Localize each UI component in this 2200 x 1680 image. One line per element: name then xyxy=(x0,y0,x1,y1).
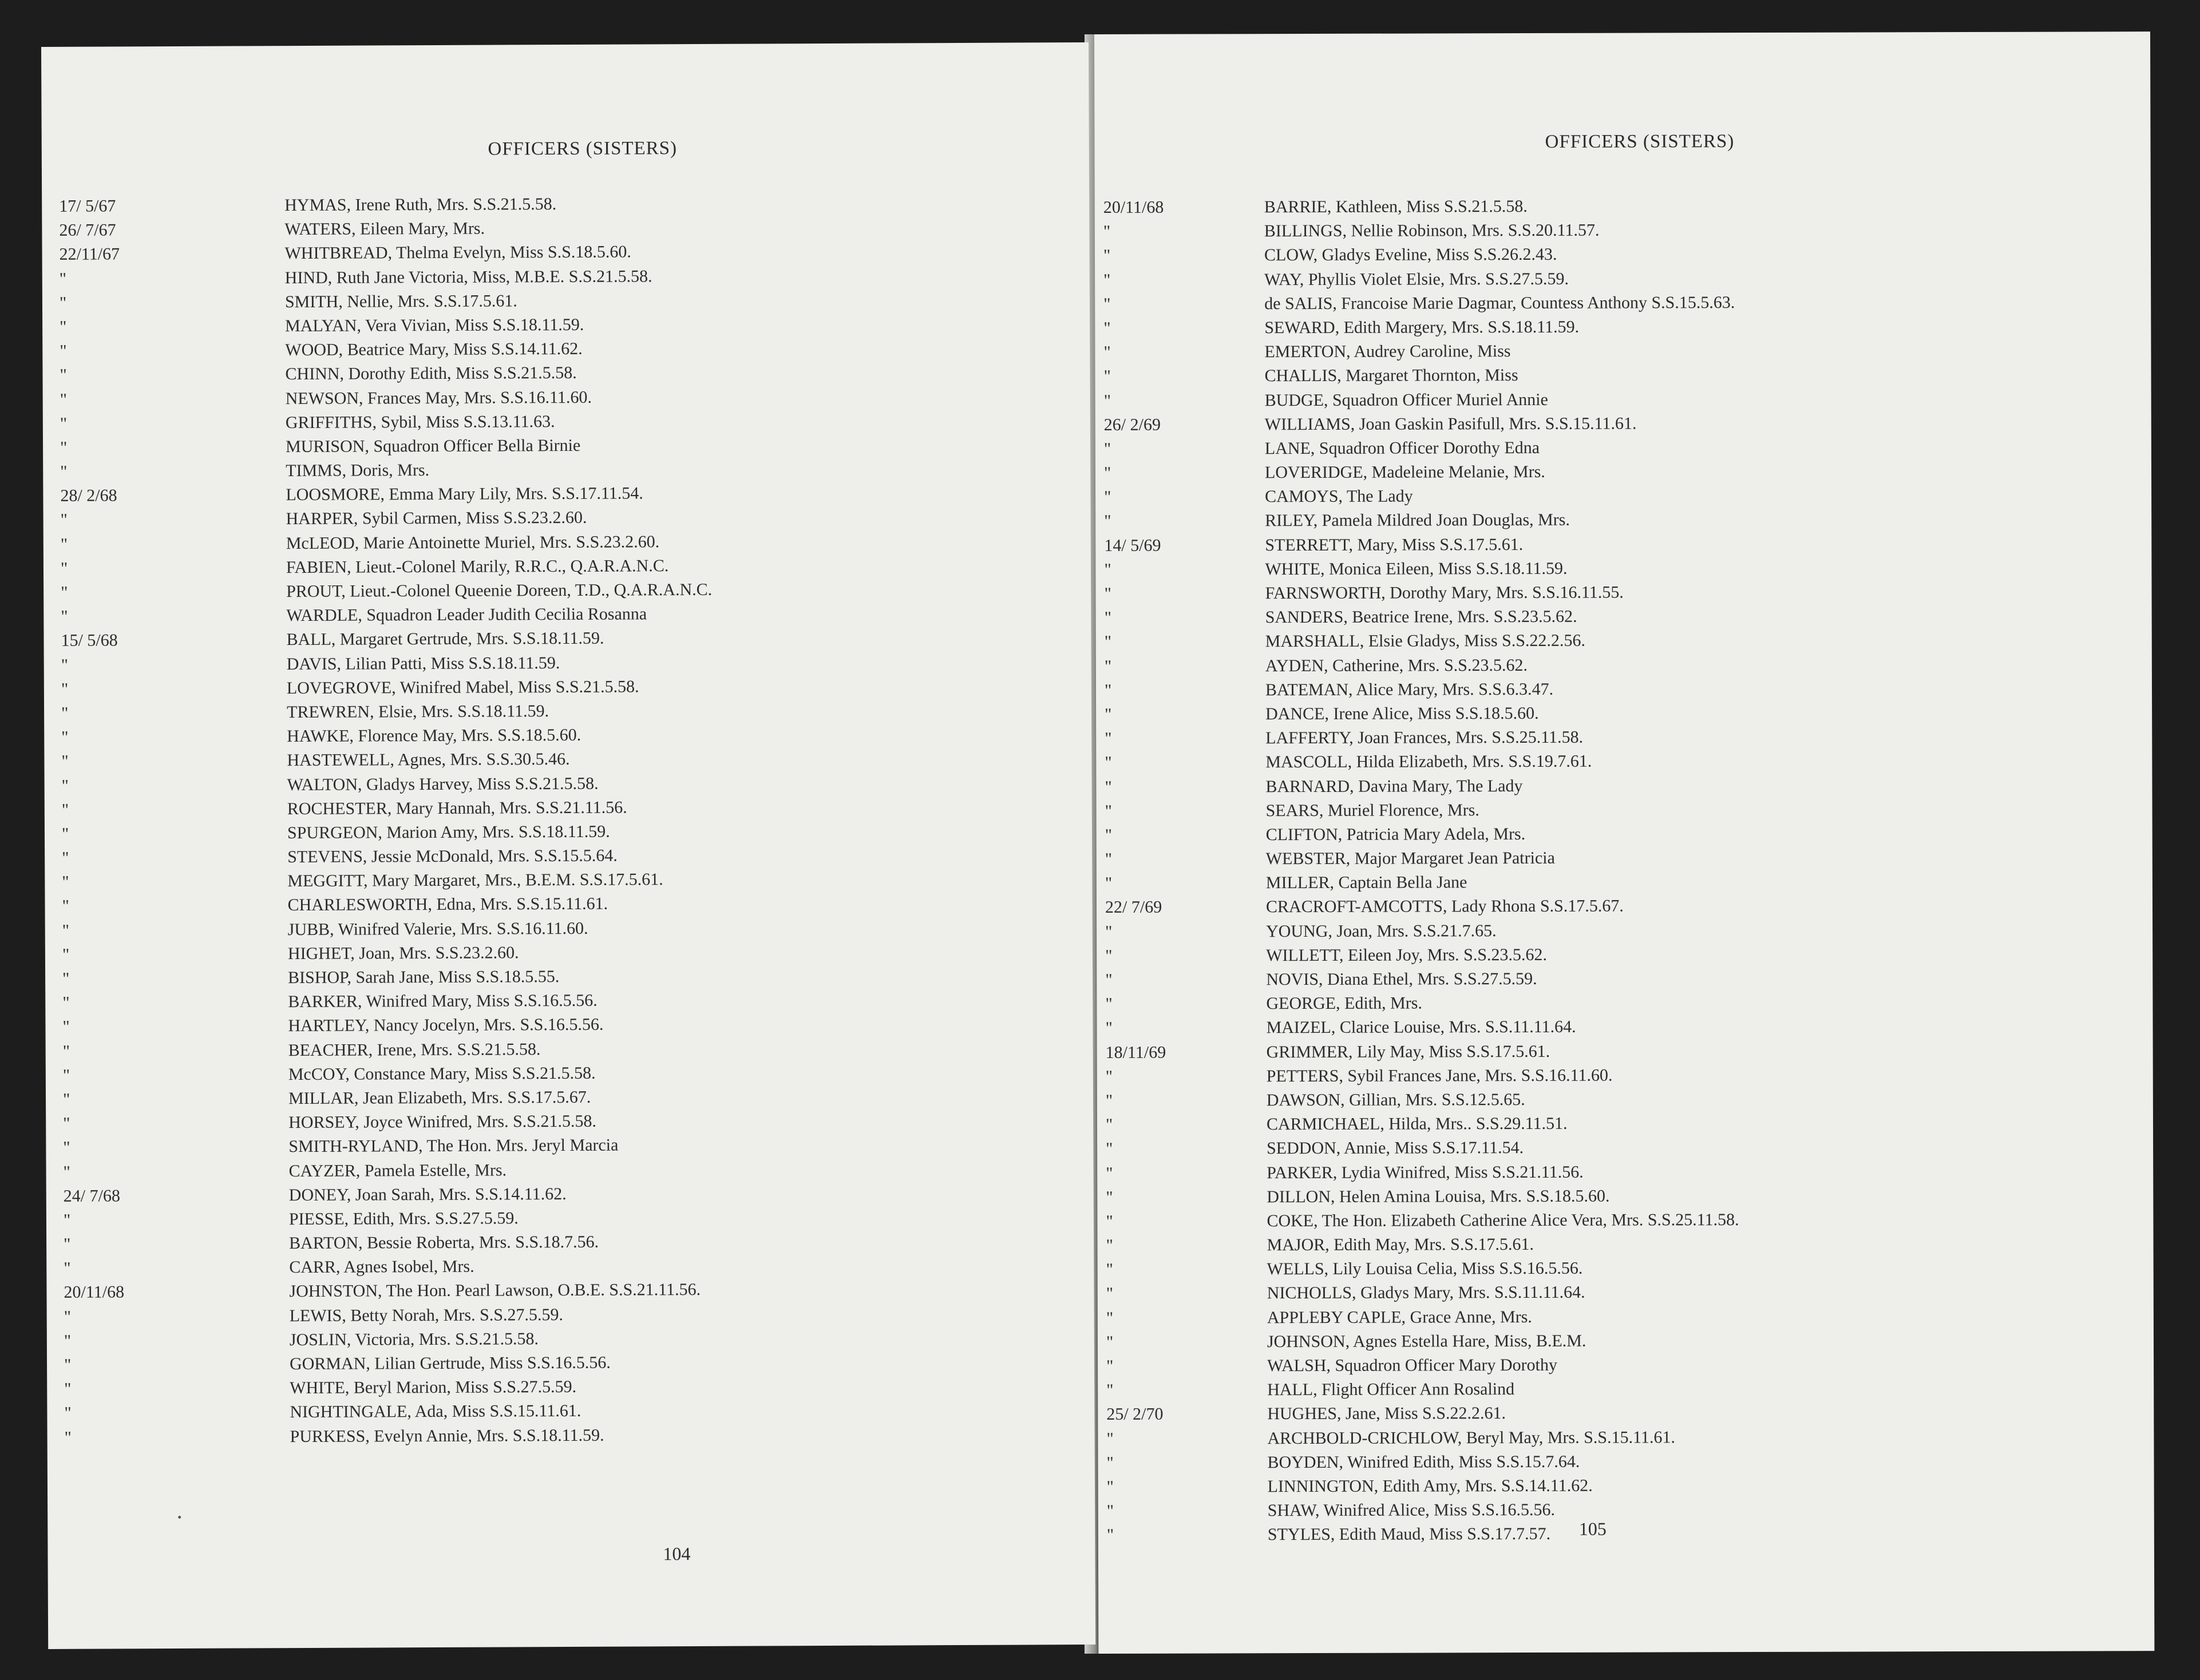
entry-date: " xyxy=(62,1017,70,1037)
list-item xyxy=(1097,1110,2153,1137)
list-item xyxy=(1098,1424,2154,1451)
entry-text: WILLIAMS, Joan Gaskin Pasifull, Mrs. S.S.15.11.61. xyxy=(1264,414,1637,434)
entry-date: " xyxy=(1103,318,1111,338)
entry-text: HYMAS, Irene Ruth, Mrs. S.S.21.5.58. xyxy=(284,195,557,215)
entry-text: BARRIE, Kathleen, Miss S.S.21.5.58. xyxy=(1264,197,1528,217)
entry-date: " xyxy=(1106,1477,1114,1496)
list-item xyxy=(1098,1496,2154,1523)
entry-text: JOHNSON, Agnes Estella Hare, Miss, B.E.M. xyxy=(1267,1331,1586,1352)
list-item xyxy=(1098,1520,2154,1547)
entry-date: " xyxy=(1105,1091,1113,1110)
page-number: 104 xyxy=(663,1543,691,1564)
entry-date: " xyxy=(60,341,67,360)
entry-date: " xyxy=(63,1114,70,1133)
entry-text: SEWARD, Edith Margery, Mrs. S.S.18.11.59. xyxy=(1264,317,1580,338)
list-item xyxy=(1097,1134,2153,1161)
entry-date: " xyxy=(60,366,67,385)
list-item xyxy=(1095,217,2151,244)
entry-text: DILLON, Helen Amina Louisa, Mrs. S.S.18.5.60. xyxy=(1267,1186,1610,1206)
entry-date: " xyxy=(1105,946,1113,965)
entry-text: COKE, The Hon. Elizabeth Catherine Alice Vera, Mrs. S.S.25.11.58. xyxy=(1267,1210,1739,1231)
list-item xyxy=(1098,1400,2154,1427)
entry-date: " xyxy=(1103,367,1111,386)
entry-date: " xyxy=(63,1162,70,1182)
entry-date: " xyxy=(60,438,68,457)
list-item xyxy=(1096,748,2152,775)
entry-date: 14/ 5/69 xyxy=(1104,536,1161,555)
entry-date: " xyxy=(1105,825,1112,845)
entry-date: " xyxy=(60,414,68,433)
entry-text: LAFFERTY, Joan Frances, Mrs. S.S.25.11.58. xyxy=(1265,727,1584,748)
entry-text: CHARLESWORTH, Edna, Mrs. S.S.15.11.61. xyxy=(287,894,608,915)
officer-list xyxy=(1095,193,2154,1547)
page-heading: OFFICERS (SISTERS) xyxy=(1545,131,1735,152)
entry-text: PETTERS, Sybil Frances Jane, Mrs. S.S.16.11.60. xyxy=(1266,1065,1613,1085)
speck-mark xyxy=(178,1516,181,1519)
entry-text: McLEOD, Marie Antoinette Muriel, Mrs. S.S.23.2.60. xyxy=(286,532,660,553)
entry-date: " xyxy=(60,462,68,481)
entry-text: WEBSTER, Major Margaret Jean Patricia xyxy=(1265,848,1555,869)
entry-date: " xyxy=(64,1428,72,1447)
entry-date: " xyxy=(1106,1187,1113,1207)
entry-text: SANDERS, Beatrice Irene, Mrs. S.S.23.5.62. xyxy=(1265,607,1577,627)
entry-text: CAYZER, Pamela Estelle, Mrs. xyxy=(288,1160,507,1180)
entry-date: " xyxy=(61,607,68,627)
entry-date: " xyxy=(64,1307,72,1326)
entry-date: " xyxy=(1105,922,1113,941)
entry-date: " xyxy=(1105,994,1113,1014)
entry-text: WARDLE, Squadron Leader Judith Cecilia Rosanna xyxy=(286,604,647,625)
entry-date: " xyxy=(1103,463,1111,483)
entry-date: " xyxy=(61,824,69,843)
entry-date: " xyxy=(1106,1139,1113,1159)
entry-date: " xyxy=(1105,1019,1113,1038)
list-item xyxy=(1095,410,2151,437)
entry-text: CLIFTON, Patricia Mary Adela, Mrs. xyxy=(1265,824,1526,845)
list-item xyxy=(1095,338,2151,364)
list-item xyxy=(1097,1183,2153,1210)
list-item xyxy=(1097,989,2152,1016)
entry-date: 22/ 7/69 xyxy=(1105,898,1162,917)
entry-text: WILLETT, Eileen Joy, Mrs. S.S.23.5.62. xyxy=(1266,945,1548,965)
list-item xyxy=(1097,845,2152,871)
entry-text: HARPER, Sybil Carmen, Miss S.S.23.2.60. xyxy=(286,508,587,529)
list-item xyxy=(1096,652,2152,679)
entry-text: PARKER, Lydia Winifred, Miss S.S.21.11.56. xyxy=(1267,1162,1584,1182)
entry-date: " xyxy=(62,848,69,867)
entry-text: GRIMMER, Lily May, Miss S.S.17.5.61. xyxy=(1266,1041,1550,1061)
entry-text: STERRETT, Mary, Miss S.S.17.5.61. xyxy=(1265,534,1524,554)
entry-text: JOSLIN, Victoria, Mrs. S.S.21.5.58. xyxy=(289,1329,539,1349)
entry-text: AYDEN, Catherine, Mrs. S.S.23.5.62. xyxy=(1265,655,1528,675)
entry-text: de SALIS, Francoise Marie Dagmar, Countess Anthony S.S.15.5.63. xyxy=(1264,292,1735,313)
list-item xyxy=(1098,1303,2154,1330)
entry-text: HASTEWELL, Agnes, Mrs. S.S.30.5.46. xyxy=(287,750,570,770)
list-item xyxy=(1097,1014,2152,1041)
entry-date: " xyxy=(1105,874,1113,893)
entry-text: WOOD, Beatrice Mary, Miss S.S.14.11.62. xyxy=(285,339,583,360)
entry-date: " xyxy=(1106,1381,1114,1400)
list-item xyxy=(1095,193,2151,220)
entry-text: DANCE, Irene Alice, Miss S.S.18.5.60. xyxy=(1265,703,1539,724)
entry-text: BILLINGS, Nellie Robinson, Mrs. S.S.20.11.57. xyxy=(1264,220,1600,241)
entry-date: " xyxy=(64,1234,71,1254)
entry-date: " xyxy=(1103,246,1111,266)
list-item xyxy=(1095,386,2151,413)
entry-date: " xyxy=(1105,801,1112,821)
list-item xyxy=(1096,579,2152,606)
entry-text: BUDGE, Squadron Officer Muriel Annie xyxy=(1264,390,1548,410)
list-item xyxy=(48,1421,1095,1450)
entry-date: " xyxy=(1106,1235,1113,1255)
entry-text: BEACHER, Irene, Mrs. S.S.21.5.58. xyxy=(288,1039,541,1060)
entry-text: SMITH, Nellie, Mrs. S.S.17.5.61. xyxy=(284,291,517,311)
entry-date: 22/11/67 xyxy=(59,244,120,264)
page-number: 105 xyxy=(1578,1518,1607,1539)
entry-text: PROUT, Lieut.-Colonel Queenie Doreen, T.D., Q.A.R.A.N.C. xyxy=(286,580,713,601)
entry-text: CLOW, Gladys Eveline, Miss S.S.26.2.43. xyxy=(1264,245,1557,265)
entry-text: MILLER, Captain Bella Jane xyxy=(1265,873,1467,893)
entry-text: HARTLEY, Nancy Jocelyn, Mrs. S.S.16.5.56. xyxy=(288,1015,604,1036)
entry-date: " xyxy=(1103,294,1111,314)
entry-text: WHITBREAD, Thelma Evelyn, Miss S.S.18.5.60. xyxy=(284,242,631,263)
list-item xyxy=(1098,1472,2154,1499)
entry-text: CARR, Agnes Isobel, Mrs. xyxy=(289,1257,474,1277)
entry-date: " xyxy=(64,1379,72,1399)
entry-text: BOYDEN, Winifred Edith, Miss S.S.15.7.64. xyxy=(1267,1452,1580,1472)
list-item xyxy=(1095,555,2151,582)
entry-date: " xyxy=(61,679,69,699)
list-item xyxy=(1097,941,2152,968)
entry-text: SEDDON, Annie, Miss S.S.17.11.54. xyxy=(1267,1138,1524,1158)
list-item xyxy=(1098,1279,2154,1306)
entry-text: BALL, Margaret Gertrude, Mrs. S.S.18.11.59. xyxy=(286,629,604,649)
entry-date: " xyxy=(59,269,67,288)
entry-text: HORSEY, Joyce Winifred, Mrs. S.S.21.5.58. xyxy=(288,1111,596,1132)
entry-date: " xyxy=(1106,1260,1113,1279)
entry-text: ARCHBOLD-CRICHLOW, Beryl May, Mrs. S.S.15.11.61. xyxy=(1267,1427,1675,1448)
list-item xyxy=(1096,772,2152,799)
entry-date: " xyxy=(1105,753,1112,772)
list-item xyxy=(1098,1255,2154,1282)
left-page xyxy=(41,42,1095,1649)
entry-text: TREWREN, Elsie, Mrs. S.S.18.11.59. xyxy=(287,702,549,722)
entry-date: " xyxy=(1103,222,1111,241)
entry-text: BISHOP, Sarah Jane, Miss S.S.18.5.55. xyxy=(288,967,560,988)
entry-date: " xyxy=(1106,1356,1114,1376)
entry-date: " xyxy=(64,1331,72,1350)
entry-date: " xyxy=(62,921,70,940)
entry-text: BARKER, Winifred Mary, Miss S.S.16.5.56. xyxy=(288,990,598,1012)
entry-date: " xyxy=(61,703,69,723)
entry-date: " xyxy=(60,558,68,578)
entry-date: " xyxy=(60,317,67,336)
list-item xyxy=(1097,869,2152,896)
entry-text: MASCOLL, Hilda Elizabeth, Mrs. S.S.19.7.61. xyxy=(1265,752,1592,772)
entry-text: STYLES, Edith Maud, Miss S.S.17.7.57. xyxy=(1267,1524,1551,1544)
entry-date: " xyxy=(1103,391,1111,410)
entry-text: BARTON, Bessie Roberta, Mrs. S.S.18.7.56. xyxy=(289,1232,599,1253)
entry-text: WHITE, Monica Eileen, Miss S.S.18.11.59. xyxy=(1265,558,1568,579)
entry-date: " xyxy=(1106,1308,1114,1328)
entry-text: GORMAN, Lilian Gertrude, Miss S.S.16.5.56. xyxy=(289,1353,611,1374)
list-item xyxy=(1097,917,2152,944)
entry-date: " xyxy=(1104,680,1112,700)
list-item xyxy=(1097,1086,2153,1113)
entry-text: HALL, Flight Officer Ann Rosalind xyxy=(1267,1380,1515,1400)
list-item xyxy=(1096,797,2152,823)
entry-date: " xyxy=(1105,704,1112,724)
entry-text: MILLAR, Jean Elizabeth, Mrs. S.S.17.5.67. xyxy=(288,1087,591,1108)
entry-date: " xyxy=(64,1355,72,1374)
entry-date: " xyxy=(1105,849,1113,869)
list-item xyxy=(1097,1159,2153,1186)
list-item xyxy=(1095,482,2151,509)
entry-text: JOHNSTON, The Hon. Pearl Lawson, O.B.E. S.S.21.11.56. xyxy=(289,1280,701,1301)
right-page xyxy=(1094,31,2154,1654)
entry-text: PURKESS, Evelyn Annie, Mrs. S.S.18.11.59. xyxy=(290,1425,604,1446)
entry-text: FARNSWORTH, Dorothy Mary, Mrs. S.S.16.11.55. xyxy=(1265,583,1624,603)
list-item xyxy=(1095,531,2151,558)
list-item xyxy=(1097,1231,2153,1258)
entry-date: " xyxy=(61,655,69,675)
entry-text: HUGHES, Jane, Miss S.S.22.2.61. xyxy=(1267,1404,1506,1424)
entry-date: " xyxy=(1106,1284,1114,1303)
entry-text: BARNARD, Davina Mary, The Lady xyxy=(1265,776,1523,796)
entry-text: MEGGITT, Mary Margaret, Mrs., B.E.M. S.S.17.5.61. xyxy=(287,870,663,891)
list-item xyxy=(1096,676,2152,703)
entry-date: " xyxy=(64,1259,71,1278)
entry-date: " xyxy=(62,969,70,988)
entry-date: " xyxy=(1103,439,1111,458)
entry-text: FABIEN, Lieut.-Colonel Marily, R.R.C., Q.A.R.A.N.C. xyxy=(286,556,669,577)
entry-date: " xyxy=(1105,777,1112,797)
entry-text: SHAW, Winifred Alice, Miss S.S.16.5.56. xyxy=(1267,1500,1556,1520)
list-item xyxy=(1098,1448,2154,1475)
entry-text: WHITE, Beryl Marion, Miss S.S.27.5.59. xyxy=(290,1377,577,1398)
entry-text: HIND, Ruth Jane Victoria, Miss, M.B.E. S.S.21.5.58. xyxy=(284,266,652,287)
officer-list xyxy=(42,190,1095,1450)
entry-text: NIGHTINGALE, Ada, Miss S.S.15.11.61. xyxy=(290,1401,581,1422)
list-item xyxy=(1095,314,2151,340)
entry-date: " xyxy=(62,945,70,964)
entry-date: 24/ 7/68 xyxy=(63,1186,121,1206)
entry-date: " xyxy=(61,776,69,795)
entry-date: " xyxy=(62,897,69,916)
entry-text: JUBB, Winifred Valerie, Mrs. S.S.16.11.60. xyxy=(287,918,588,939)
entry-text: EMERTON, Audrey Caroline, Miss xyxy=(1264,342,1511,362)
entry-date: " xyxy=(1104,608,1111,628)
entry-text: NOVIS, Diana Ethel, Mrs. S.S.27.5.59. xyxy=(1266,969,1537,989)
entry-text: SMITH-RYLAND, The Hon. Mrs. Jeryl Marcia xyxy=(288,1135,619,1156)
entry-text: PIESSE, Edith, Mrs. S.S.27.5.59. xyxy=(288,1209,519,1229)
entry-text: NICHOLLS, Gladys Mary, Mrs. S.S.11.11.64. xyxy=(1267,1283,1585,1303)
list-item xyxy=(1095,241,2151,268)
list-item xyxy=(1095,434,2151,461)
entry-date: " xyxy=(60,534,68,554)
entry-date: 28/ 2/68 xyxy=(60,486,117,506)
entry-date: " xyxy=(1106,1211,1113,1231)
entry-text: HIGHET, Joan, Mrs. S.S.23.2.60. xyxy=(287,943,519,963)
entry-text: LOVEGROVE, Winifred Mabel, Miss S.S.21.5.58. xyxy=(286,677,639,698)
entry-text: MURISON, Squadron Officer Bella Birnie xyxy=(285,435,581,457)
page-heading: OFFICERS (SISTERS) xyxy=(488,138,678,160)
list-item xyxy=(1097,1062,2153,1089)
entry-date: " xyxy=(1104,488,1111,507)
entry-date: " xyxy=(63,1138,70,1158)
list-item xyxy=(1098,1376,2154,1402)
entry-text: BATEMAN, Alice Mary, Mrs. S.S.6.3.47. xyxy=(1265,679,1554,699)
entry-text: SEARS, Muriel Florence, Mrs. xyxy=(1265,800,1479,820)
list-item xyxy=(1096,603,2152,630)
entry-text: CHALLIS, Margaret Thornton, Miss xyxy=(1264,366,1518,386)
entry-text: HAWKE, Florence May, Mrs. S.S.18.5.60. xyxy=(287,726,581,746)
list-item xyxy=(1095,458,2151,485)
entry-date: 20/11/68 xyxy=(64,1282,125,1302)
entry-date: " xyxy=(1106,1429,1114,1448)
entry-date: " xyxy=(1106,1453,1114,1472)
entry-text: TIMMS, Doris, Mrs. xyxy=(286,461,430,481)
entry-date: " xyxy=(61,583,68,602)
entry-date: 25/ 2/70 xyxy=(1106,1405,1164,1424)
entry-date: " xyxy=(1104,656,1112,676)
entry-date: 18/11/69 xyxy=(1105,1043,1166,1062)
entry-date: " xyxy=(1106,1332,1114,1352)
entry-date: 20/11/68 xyxy=(1103,197,1164,217)
entry-date: 26/ 2/69 xyxy=(1103,415,1161,434)
list-item xyxy=(1097,965,2152,992)
entry-date: " xyxy=(1105,1115,1113,1135)
entry-date: " xyxy=(1105,1067,1113,1086)
entry-date: " xyxy=(62,1065,70,1085)
entry-date: 15/ 5/68 xyxy=(61,631,118,651)
entry-date: " xyxy=(1106,1526,1114,1545)
entry-text: MALYAN, Vera Vivian, Miss S.S.18.11.59. xyxy=(285,315,584,336)
entry-text: GEORGE, Edith, Mrs. xyxy=(1266,993,1422,1013)
entry-date: " xyxy=(62,873,69,892)
entry-text: DONEY, Joan Sarah, Mrs. S.S.14.11.62. xyxy=(288,1184,567,1204)
entry-text: CAMOYS, The Lady xyxy=(1265,486,1413,506)
entry-date: " xyxy=(1106,1163,1113,1183)
list-item xyxy=(1096,700,2152,727)
entry-text: WATERS, Eileen Mary, Mrs. xyxy=(284,219,485,239)
entry-text: WALSH, Squadron Officer Mary Dorothy xyxy=(1267,1355,1557,1376)
entry-text: LOOSMORE, Emma Mary Lily, Mrs. S.S.17.11.54. xyxy=(286,484,643,505)
list-item xyxy=(1097,1207,2153,1234)
entry-text: ROCHESTER, Mary Hannah, Mrs. S.S.21.11.56. xyxy=(287,798,627,818)
entry-date: " xyxy=(1104,632,1112,652)
list-item xyxy=(1096,628,2152,655)
list-item xyxy=(1098,1328,2154,1354)
entry-text: CHINN, Dorothy Edith, Miss S.S.21.5.58. xyxy=(285,363,577,384)
list-item xyxy=(1097,893,2152,920)
entry-text: CARMICHAEL, Hilda, Mrs.. S.S.29.11.51. xyxy=(1266,1114,1568,1134)
entry-date: " xyxy=(64,1404,72,1423)
entry-date: " xyxy=(60,390,68,409)
entry-date: 17/ 5/67 xyxy=(59,196,116,216)
entry-text: APPLEBY CAPLE, Grace Anne, Mrs. xyxy=(1267,1307,1532,1327)
list-item xyxy=(1095,507,2151,534)
entry-date: 26/ 7/67 xyxy=(59,220,116,240)
entry-date: " xyxy=(61,752,69,771)
entry-text: WELLS, Lily Louisa Celia, Miss S.S.16.5.56. xyxy=(1267,1259,1583,1279)
entry-text: DAWSON, Gillian, Mrs. S.S.12.5.65. xyxy=(1266,1089,1525,1110)
entry-date: " xyxy=(62,1041,70,1061)
entry-date: " xyxy=(62,993,70,1013)
entry-text: MAJOR, Edith May, Mrs. S.S.17.5.61. xyxy=(1267,1235,1534,1255)
entry-text: YOUNG, Joan, Mrs. S.S.21.7.65. xyxy=(1266,921,1497,941)
entry-text: NEWSON, Frances May, Mrs. S.S.16.11.60. xyxy=(285,387,592,408)
entry-text: STEVENS, Jessie McDonald, Mrs. S.S.15.5.64. xyxy=(287,846,618,867)
entry-text: SPURGEON, Marion Amy, Mrs. S.S.18.11.59. xyxy=(287,822,610,843)
entry-date: " xyxy=(1105,729,1112,748)
entry-date: " xyxy=(1104,560,1111,579)
entry-text: LANE, Squadron Officer Dorothy Edna xyxy=(1264,438,1540,458)
entry-date: " xyxy=(1106,1501,1114,1521)
entry-text: LOVERIDGE, Madeleine Melanie, Mrs. xyxy=(1264,462,1545,482)
entry-text: MAIZEL, Clarice Louise, Mrs. S.S.11.11.64. xyxy=(1266,1017,1576,1037)
entry-date: " xyxy=(61,800,69,819)
entry-text: DAVIS, Lilian Patti, Miss S.S.18.11.59. xyxy=(286,653,560,673)
list-item xyxy=(1097,1038,2153,1065)
list-item xyxy=(1095,290,2151,316)
entry-date: " xyxy=(1104,512,1111,531)
entry-text: WALTON, Gladys Harvey, Miss S.S.21.5.58. xyxy=(287,774,599,794)
entry-date: " xyxy=(61,727,69,747)
entry-date: " xyxy=(59,293,67,312)
entry-date: " xyxy=(1103,343,1111,362)
entry-text: LEWIS, Betty Norah, Mrs. S.S.27.5.59. xyxy=(289,1305,564,1325)
list-item xyxy=(1096,724,2152,751)
entry-date: " xyxy=(1103,270,1111,290)
list-item xyxy=(1098,1352,2154,1378)
entry-date: " xyxy=(1105,970,1113,989)
entry-date: " xyxy=(1104,584,1111,603)
list-item xyxy=(1095,362,2151,389)
entry-text: McCOY, Constance Mary, Miss S.S.21.5.58. xyxy=(288,1063,596,1084)
entry-date: " xyxy=(60,510,68,530)
entry-text: MARSHALL, Elsie Gladys, Miss S.S.22.2.56. xyxy=(1265,631,1586,651)
entry-text: LINNINGTON, Edith Amy, Mrs. S.S.14.11.62. xyxy=(1267,1476,1593,1496)
entry-date: " xyxy=(62,1089,70,1109)
entry-text: CRACROFT-AMCOTTS, Lady Rhona S.S.17.5.67. xyxy=(1265,897,1624,917)
entry-date: " xyxy=(63,1210,71,1230)
entry-text: RILEY, Pamela Mildred Joan Douglas, Mrs. xyxy=(1265,510,1570,530)
entry-text: WAY, Phyllis Violet Elsie, Mrs. S.S.27.5.59. xyxy=(1264,269,1569,289)
list-item xyxy=(1097,821,2152,847)
entry-text: GRIFFITHS, Sybil, Miss S.S.13.11.63. xyxy=(285,411,555,432)
list-item xyxy=(1095,266,2151,292)
